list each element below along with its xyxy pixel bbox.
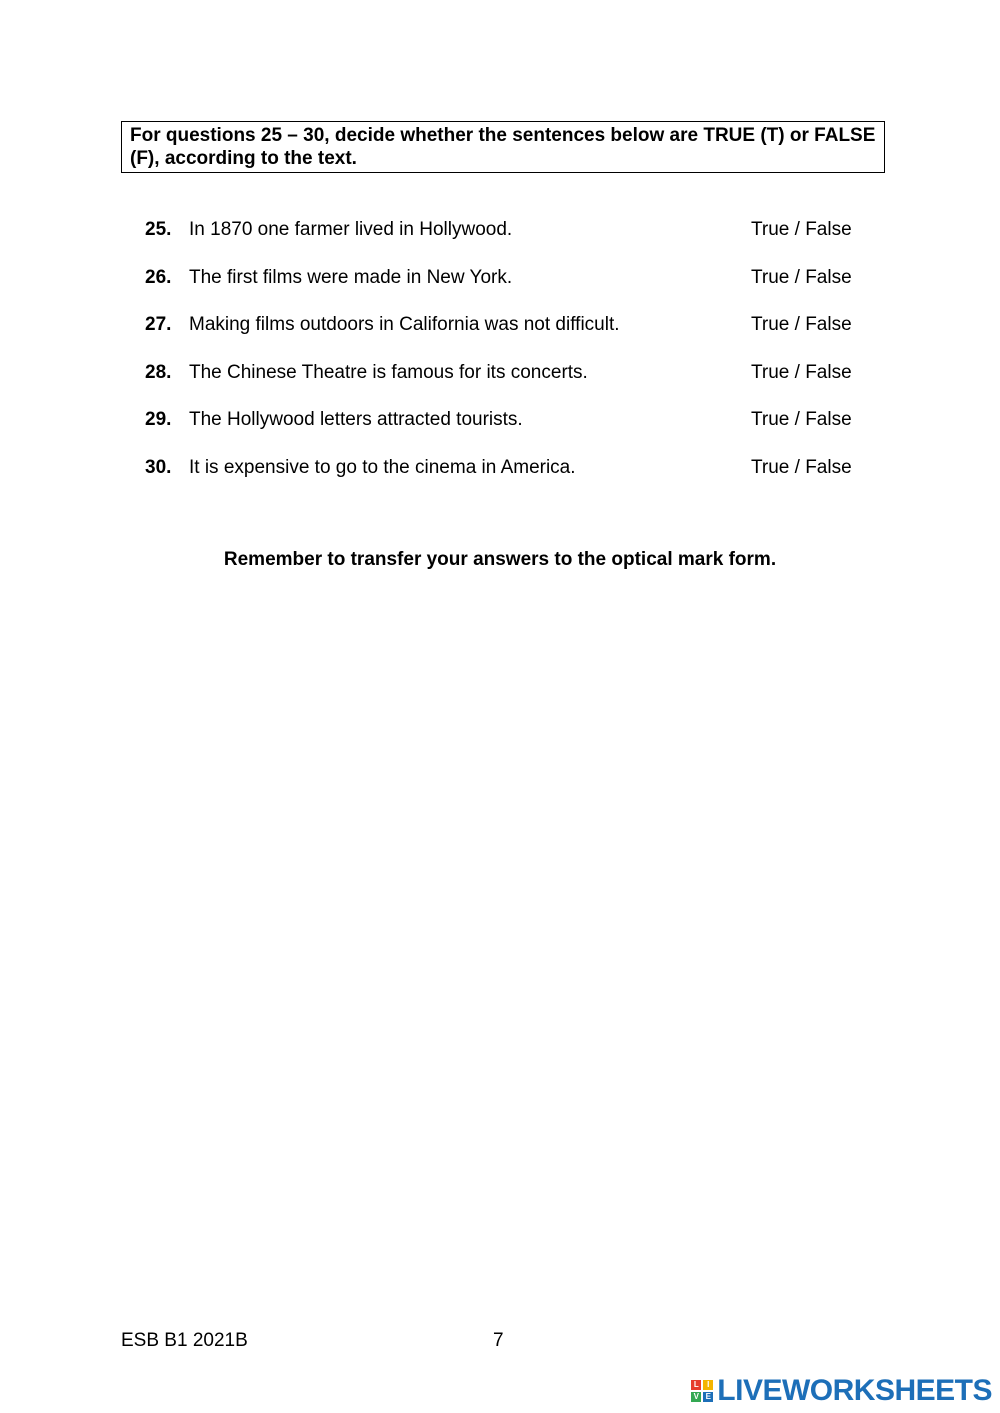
question-text: The Hollywood letters attracted tourists. <box>189 409 523 430</box>
question-number: 28. <box>145 361 172 383</box>
true-false-options[interactable]: True / False <box>751 361 852 383</box>
question-number: 26. <box>145 266 172 288</box>
question-row <box>145 216 865 264</box>
question-text: In 1870 one farmer lived in Hollywood. <box>189 219 513 240</box>
question-number: 27. <box>145 314 172 335</box>
question-text: The Chinese Theatre is famous for its concerts. <box>189 361 588 383</box>
true-false-options[interactable]: True / False <box>751 456 852 478</box>
liveworksheets-watermark <box>691 1374 992 1408</box>
question-row <box>145 264 865 312</box>
question-text: Making films outdoors in California was not difficult. <box>189 314 620 335</box>
question-number: 29. <box>145 409 172 430</box>
question-text: It is expensive to go to the cinema in America. <box>189 456 576 478</box>
watermark-text: LIVEWORKSHEETS <box>717 1374 992 1407</box>
question-text: The first films were made in New York. <box>189 266 513 288</box>
logo-tile: V <box>691 1392 701 1402</box>
question-number: 30. <box>145 456 172 478</box>
logo-tile: L <box>691 1380 701 1390</box>
true-false-options[interactable]: True / False <box>751 314 852 335</box>
liveworksheets-logo-icon <box>691 1380 713 1402</box>
question-row <box>145 454 865 502</box>
exam-code: ESB B1 2021B <box>121 1330 248 1351</box>
question-number: 25. <box>145 219 172 240</box>
instructions-text: For questions 25 – 30, decide whether the sentences below are TRUE (T) or FALSE (F), according to the text. <box>130 125 876 169</box>
question-row <box>145 311 865 359</box>
true-false-options[interactable]: True / False <box>751 409 852 430</box>
question-row <box>145 406 865 454</box>
instructions-box <box>121 121 885 173</box>
true-false-options[interactable]: True / False <box>751 219 852 240</box>
question-list <box>145 216 865 501</box>
true-false-options[interactable]: True / False <box>751 266 852 288</box>
logo-tile: E <box>703 1392 713 1402</box>
reminder-text: Remember to transfer your answers to the optical mark form. <box>223 549 777 570</box>
logo-tile: I <box>703 1380 713 1390</box>
page-number: 7 <box>493 1330 504 1351</box>
question-row <box>145 359 865 407</box>
